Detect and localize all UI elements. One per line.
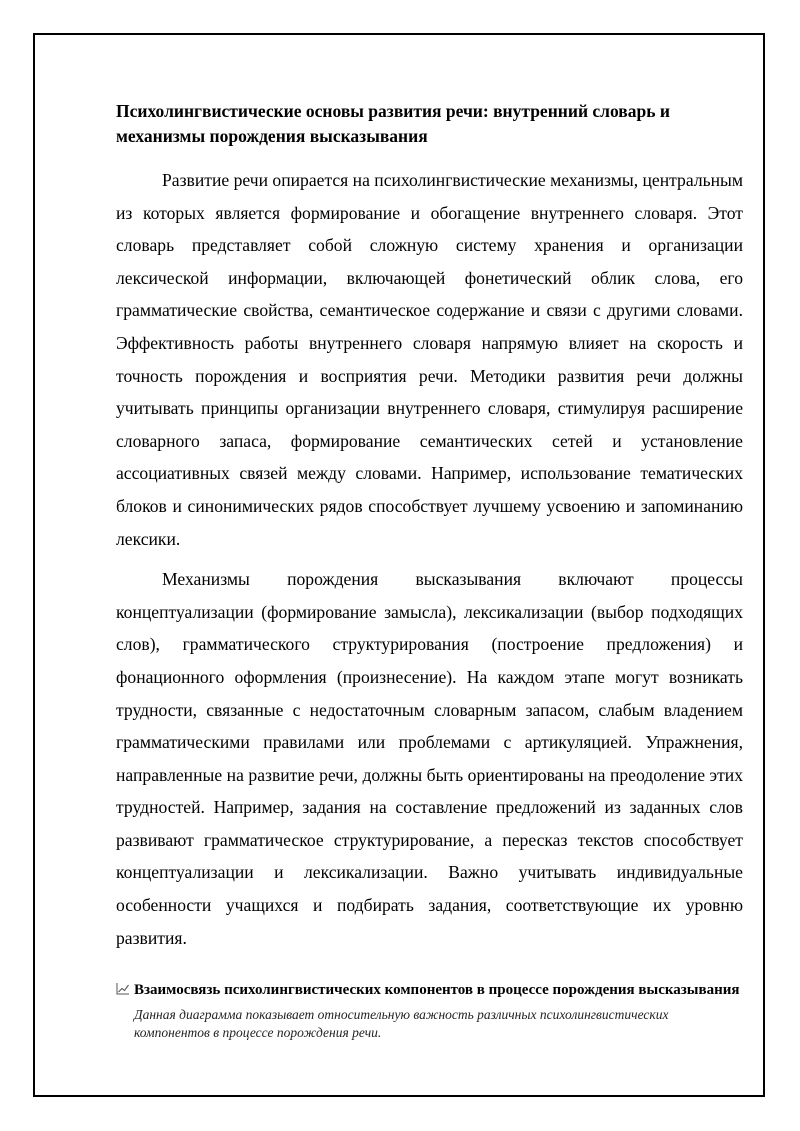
document-body — [116, 99, 743, 1042]
figure-caption-text: Взаимосвязь психолингвистических компонентов в процессе порождения высказывания — [134, 982, 740, 999]
paragraph-utterance-mechanisms: Механизмы порождения высказывания включают процессы концептуализации (формирование замысла), лексикализации (выбор подходящих слов), грамматического структурирования (построение предложения) и фонационного оформления (произнесение). На каждом этапе могут возникать трудности, связанные с недостаточным словарным запасом, слабым владением грамматическими правилами или проблемами с артикуляцией. Упражнения, направленные на развитие речи, должны быть ориентированы на преодоление этих трудностей. Например, задания на составление предложений из заданных слов развивают грамматическое структурирование, а пересказ текстов способствует концептуализации и лексикализации. Важно учитывать индивидуальные особенности учащихся и подбирать задания, соответствующие их уровню развития. — [116, 569, 743, 948]
figure-caption — [116, 980, 743, 1001]
figure-description: Данная диаграмма показывает относительную важность различных психолингвистических компонентов в процессе порождения речи. — [134, 1007, 669, 1041]
paragraph-inner-lexicon: Развитие речи опирается на психолингвистические механизмы, центральным из которых является формирование и обогащение внутреннего словаря. Этот словарь представляет собой сложную систему хранения и организации лексической информации, включающей фонетический облик слова, его грамматические свойства, семантическое содержание и связи с другими словами. Эффективность работы внутреннего словаря напрямую влияет на скорость и точность порождения и восприятия речи. Методики развития речи должны учитывать принципы организации внутреннего словаря, стимулируя расширение словарного запаса, формирование семантических сетей и установление ассоциативных связей между словами. Например, использование тематических блоков и синонимических рядов способствует лучшему усвоению и запоминанию лексики. — [116, 170, 743, 549]
document-title: Психолингвистические основы развития речи: внутренний словарь и механизмы порождения высказывания — [116, 101, 670, 146]
chart-increasing-icon — [116, 983, 130, 995]
